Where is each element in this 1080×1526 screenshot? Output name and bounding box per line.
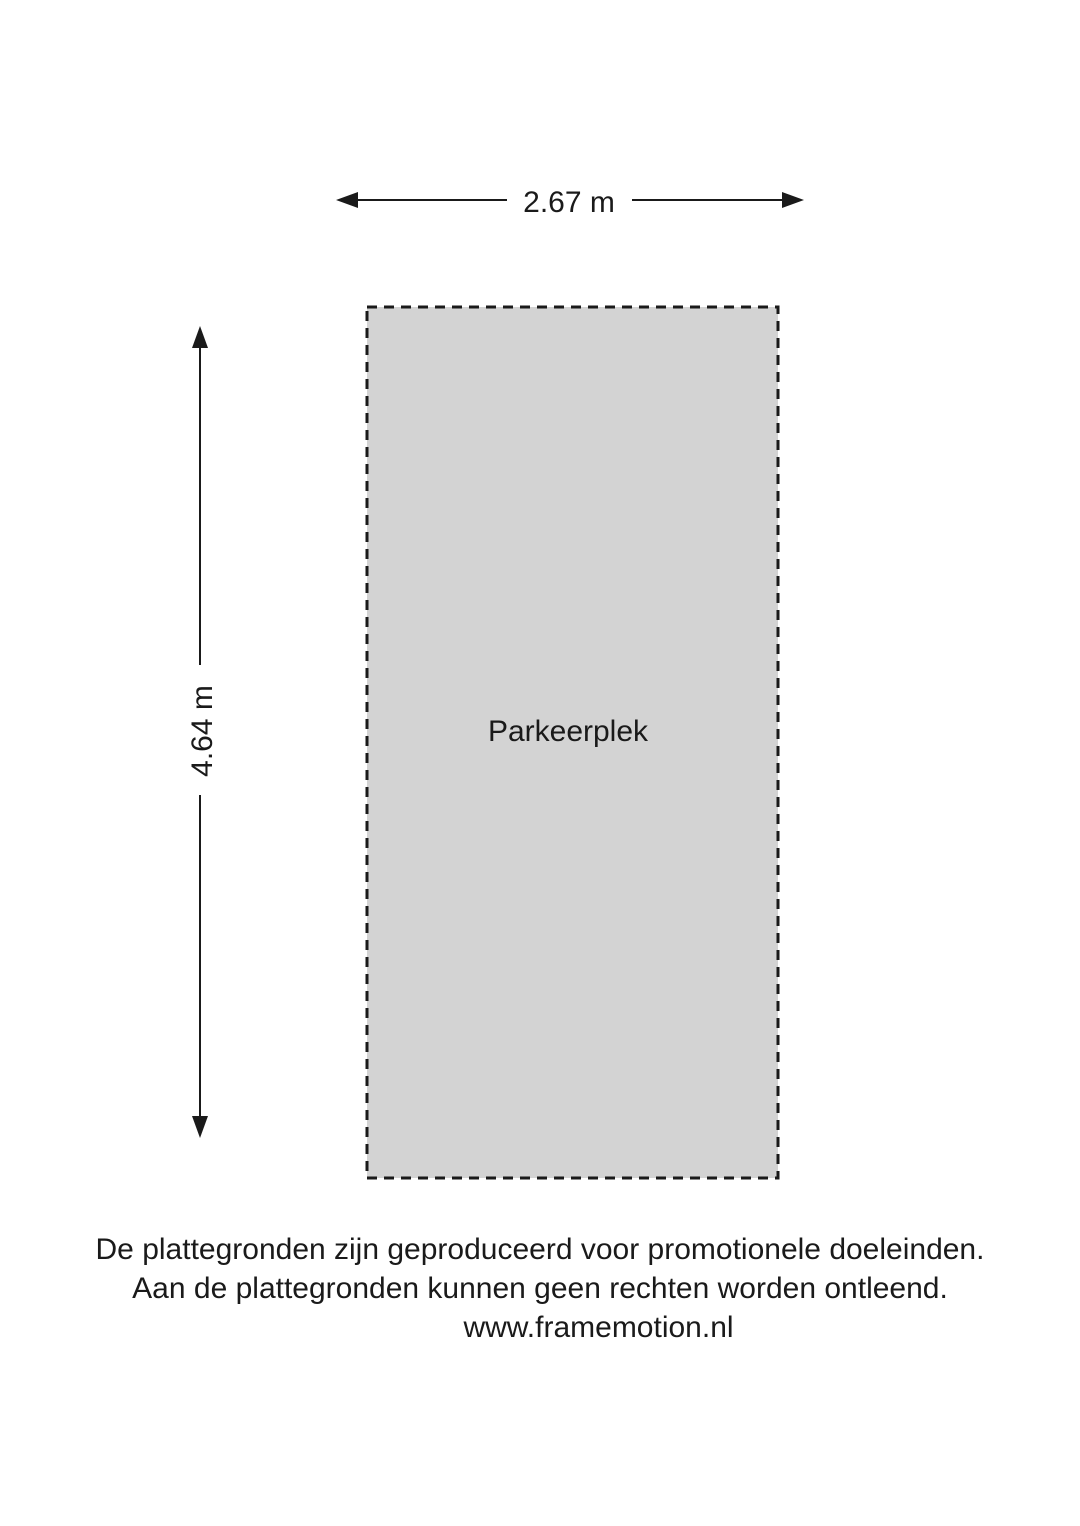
width-dimension-label: 2.67 m — [523, 186, 615, 219]
width-dimension — [336, 186, 804, 219]
width-arrow-right-icon — [782, 192, 804, 208]
height-dimension — [186, 326, 219, 1138]
disclaimer-line-2: Aan de plattegronden kunnen geen rechten worden ontleend. — [132, 1272, 948, 1305]
height-dimension-label: 4.64 m — [186, 685, 219, 777]
room-parkeerplek — [367, 307, 778, 1178]
website-link[interactable]: www.framemotion.nl — [463, 1311, 734, 1344]
disclaimer-line-1: De plattegronden zijn geproduceerd voor promotionele doeleinden. — [95, 1233, 985, 1266]
width-arrow-left-icon — [336, 192, 358, 208]
height-arrow-top-icon — [192, 326, 208, 348]
height-arrow-bottom-icon — [192, 1116, 208, 1138]
room-label: Parkeerplek — [487, 715, 649, 748]
